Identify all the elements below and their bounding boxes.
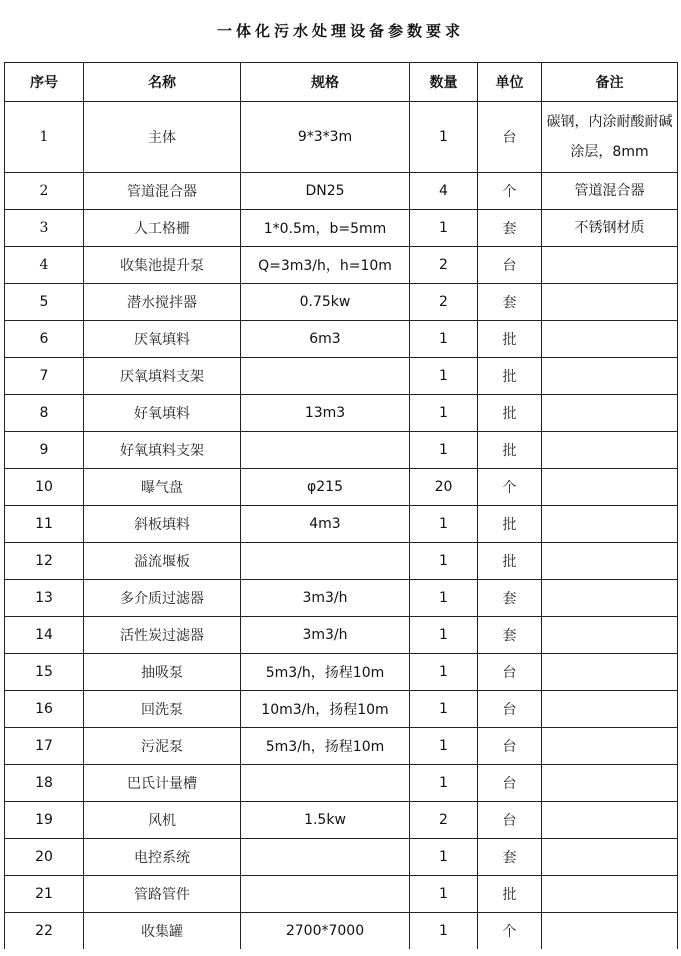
cell-quantity: 2	[410, 247, 478, 284]
table-row	[5, 580, 678, 617]
table-body	[5, 102, 678, 950]
cell-serial-no: 17	[5, 728, 84, 765]
table-row	[5, 102, 678, 173]
cell-spec: 1*0.5m，b=5mm	[241, 210, 410, 247]
cell-unit: 个	[478, 913, 542, 950]
cell-serial-no: 6	[5, 321, 84, 358]
header-serial-no: 序号	[5, 63, 84, 102]
header-remarks: 备注	[542, 63, 678, 102]
cell-quantity: 1	[410, 617, 478, 654]
cell-quantity: 1	[410, 839, 478, 876]
table-row	[5, 876, 678, 913]
cell-serial-no: 1	[5, 102, 84, 173]
cell-unit: 台	[478, 728, 542, 765]
table-row	[5, 691, 678, 728]
cell-spec: 5m3/h，扬程10m	[241, 654, 410, 691]
cell-spec	[241, 358, 410, 395]
table-row	[5, 839, 678, 876]
table-row	[5, 765, 678, 802]
table-row	[5, 802, 678, 839]
cell-serial-no: 10	[5, 469, 84, 506]
cell-quantity: 20	[410, 469, 478, 506]
cell-serial-no: 12	[5, 543, 84, 580]
cell-serial-no: 21	[5, 876, 84, 913]
cell-remarks	[542, 617, 678, 654]
cell-unit: 套	[478, 580, 542, 617]
cell-name: 巴氏计量槽	[84, 765, 241, 802]
cell-quantity: 1	[410, 395, 478, 432]
cell-remarks	[542, 691, 678, 728]
cell-serial-no: 4	[5, 247, 84, 284]
cell-remarks	[542, 839, 678, 876]
header-spec: 规格	[241, 63, 410, 102]
cell-spec: 5m3/h，扬程10m	[241, 728, 410, 765]
cell-unit: 台	[478, 247, 542, 284]
cell-unit: 套	[478, 617, 542, 654]
cell-quantity: 4	[410, 173, 478, 210]
cell-quantity: 1	[410, 691, 478, 728]
cell-remarks	[542, 432, 678, 469]
cell-unit: 批	[478, 395, 542, 432]
cell-name: 潜水搅拌器	[84, 284, 241, 321]
cell-unit: 批	[478, 876, 542, 913]
cell-remarks	[542, 728, 678, 765]
cell-remarks	[542, 802, 678, 839]
cell-quantity: 1	[410, 432, 478, 469]
table-row	[5, 469, 678, 506]
cell-remarks	[542, 543, 678, 580]
cell-quantity: 1	[410, 506, 478, 543]
cell-remarks	[542, 284, 678, 321]
cell-quantity: 1	[410, 913, 478, 950]
cell-spec	[241, 876, 410, 913]
table-row	[5, 173, 678, 210]
cell-serial-no: 8	[5, 395, 84, 432]
cell-serial-no: 3	[5, 210, 84, 247]
cell-serial-no: 20	[5, 839, 84, 876]
cell-spec: Q=3m3/h，h=10m	[241, 247, 410, 284]
cell-unit: 台	[478, 765, 542, 802]
cell-name: 管道混合器	[84, 173, 241, 210]
cell-name: 收集罐	[84, 913, 241, 950]
cell-unit: 批	[478, 321, 542, 358]
document-title: 一体化污水处理设备参数要求	[216, 22, 464, 40]
cell-remarks	[542, 654, 678, 691]
cell-remarks	[542, 321, 678, 358]
cell-spec: 4m3	[241, 506, 410, 543]
cell-name: 回洗泵	[84, 691, 241, 728]
header-name: 名称	[84, 63, 241, 102]
cell-spec: 13m3	[241, 395, 410, 432]
cell-serial-no: 5	[5, 284, 84, 321]
cell-quantity: 1	[410, 728, 478, 765]
cell-name: 好氧填料支架	[84, 432, 241, 469]
cell-quantity: 1	[410, 765, 478, 802]
cell-name: 污泥泵	[84, 728, 241, 765]
cell-spec: 2700*7000	[241, 913, 410, 950]
cell-remarks: 不锈钢材质	[542, 210, 678, 247]
cell-serial-no: 7	[5, 358, 84, 395]
cell-unit: 批	[478, 506, 542, 543]
cell-spec	[241, 765, 410, 802]
table-header-row	[5, 63, 678, 102]
cell-unit: 台	[478, 654, 542, 691]
cell-remarks	[542, 765, 678, 802]
cell-remarks: 碳钢，内涂耐酸耐碱涂层，8mm	[542, 102, 678, 173]
cell-remarks	[542, 247, 678, 284]
cell-serial-no: 9	[5, 432, 84, 469]
cell-unit: 套	[478, 284, 542, 321]
cell-spec	[241, 543, 410, 580]
table-row	[5, 728, 678, 765]
cell-unit: 台	[478, 102, 542, 173]
cell-quantity: 1	[410, 358, 478, 395]
equipment-spec-table	[4, 62, 678, 949]
table-row	[5, 395, 678, 432]
table-row	[5, 284, 678, 321]
cell-spec: 3m3/h	[241, 580, 410, 617]
cell-unit: 套	[478, 839, 542, 876]
cell-spec	[241, 432, 410, 469]
cell-serial-no: 22	[5, 913, 84, 950]
cell-spec: 0.75kw	[241, 284, 410, 321]
header-quantity: 数量	[410, 63, 478, 102]
cell-spec: 10m3/h，扬程10m	[241, 691, 410, 728]
cell-spec: DN25	[241, 173, 410, 210]
cell-name: 活性炭过滤器	[84, 617, 241, 654]
cell-serial-no: 13	[5, 580, 84, 617]
cell-quantity: 1	[410, 876, 478, 913]
table-row	[5, 654, 678, 691]
table-row	[5, 358, 678, 395]
header-unit: 单位	[478, 63, 542, 102]
cell-unit: 台	[478, 691, 542, 728]
cell-unit: 个	[478, 469, 542, 506]
cell-quantity: 1	[410, 543, 478, 580]
table-row	[5, 913, 678, 950]
cell-remarks: 管道混合器	[542, 173, 678, 210]
cell-remarks	[542, 580, 678, 617]
cell-remarks	[542, 876, 678, 913]
cell-name: 管路管件	[84, 876, 241, 913]
cell-name: 曝气盘	[84, 469, 241, 506]
cell-remarks	[542, 506, 678, 543]
cell-serial-no: 11	[5, 506, 84, 543]
cell-quantity: 1	[410, 210, 478, 247]
cell-spec: 6m3	[241, 321, 410, 358]
cell-unit: 套	[478, 210, 542, 247]
cell-name: 溢流堰板	[84, 543, 241, 580]
cell-serial-no: 14	[5, 617, 84, 654]
cell-spec: 9*3*3m	[241, 102, 410, 173]
cell-name: 电控系统	[84, 839, 241, 876]
cell-spec: 3m3/h	[241, 617, 410, 654]
cell-serial-no: 2	[5, 173, 84, 210]
cell-unit: 批	[478, 432, 542, 469]
cell-serial-no: 19	[5, 802, 84, 839]
table-row	[5, 543, 678, 580]
cell-unit: 批	[478, 543, 542, 580]
cell-quantity: 1	[410, 321, 478, 358]
cell-name: 好氧填料	[84, 395, 241, 432]
table-row	[5, 432, 678, 469]
table-row	[5, 210, 678, 247]
cell-unit: 个	[478, 173, 542, 210]
table-row	[5, 617, 678, 654]
cell-name: 多介质过滤器	[84, 580, 241, 617]
cell-serial-no: 16	[5, 691, 84, 728]
cell-name: 抽吸泵	[84, 654, 241, 691]
table-row	[5, 321, 678, 358]
cell-quantity: 2	[410, 284, 478, 321]
table-row	[5, 506, 678, 543]
cell-serial-no: 15	[5, 654, 84, 691]
cell-spec: 1.5kw	[241, 802, 410, 839]
cell-name: 风机	[84, 802, 241, 839]
cell-name: 人工格栅	[84, 210, 241, 247]
cell-spec: φ215	[241, 469, 410, 506]
cell-name: 斜板填料	[84, 506, 241, 543]
cell-unit: 台	[478, 802, 542, 839]
cell-remarks	[542, 469, 678, 506]
cell-remarks	[542, 395, 678, 432]
cell-unit: 批	[478, 358, 542, 395]
cell-name: 主体	[84, 102, 241, 173]
table-row	[5, 247, 678, 284]
cell-name: 收集池提升泵	[84, 247, 241, 284]
cell-remarks	[542, 358, 678, 395]
cell-quantity: 1	[410, 580, 478, 617]
cell-name: 厌氧填料	[84, 321, 241, 358]
cell-spec	[241, 839, 410, 876]
cell-quantity: 1	[410, 654, 478, 691]
cell-name: 厌氧填料支架	[84, 358, 241, 395]
cell-remarks	[542, 913, 678, 950]
cell-quantity: 1	[410, 102, 478, 173]
cell-serial-no: 18	[5, 765, 84, 802]
cell-quantity: 2	[410, 802, 478, 839]
